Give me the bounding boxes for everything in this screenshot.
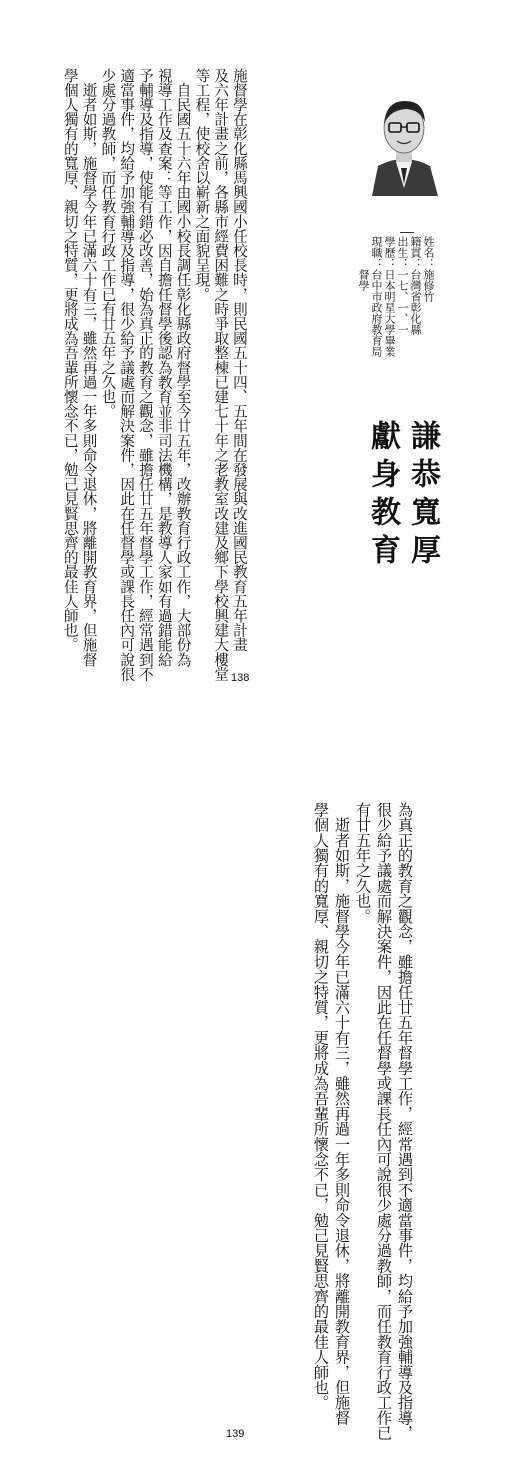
title-line: 獻身教育 xyxy=(365,420,400,572)
body-line: 學個人獨有的寬厚、親切之特質，更將成為吾輩所懷念不已，勉己見賢思齊的最佳人師也。 xyxy=(61,68,79,652)
page-139 xyxy=(0,740,518,1474)
body-line: 視導工作及查案：等工作，因自擔任督學後認為教育並非司法機構，是教導人家如有過錯能給 xyxy=(155,68,173,667)
divider xyxy=(400,232,414,233)
page-number: 138 xyxy=(231,672,250,684)
body-line: 很少給予議處而解決案件，因此在任督學或課長任內可說很少處分過教師，而任教育行政工作已 xyxy=(375,802,393,1441)
portrait-photo-icon xyxy=(368,88,440,196)
body-line: 為真正的教育之觀念，雖擔任廿五年督學工作，經常遇到不適當事件，均給予加強輔導及指導， xyxy=(396,802,414,1441)
profile-line: 姓名：施修竹 xyxy=(422,236,435,302)
body-line: 少處分過教師，而任教育行政工作已有廿五年之久也。 xyxy=(99,68,117,419)
page-number: 139 xyxy=(226,1428,245,1440)
profile-line: 學歷：日本明星大學畢業 xyxy=(383,236,396,357)
body-line: 學個人獨有的寬厚、親切之特質，更將成為吾輩所懷念不已，勉己見賢思齊的最佳人師也。 xyxy=(312,802,330,1410)
body-line: 有廿五年之久也。 xyxy=(354,802,372,924)
profile-info xyxy=(357,236,435,436)
body-line: 施督學在彰化縣馬興國小任校長時，則民國五十四、五年間在發展與改進國民教育五年計畫 xyxy=(230,68,248,652)
body-line: 逝者如斯，施督學今年已滿六十有三，雖然再過一年多則命令退休，將離開教育界，但施督 xyxy=(333,802,351,1426)
body-line: 予輔導及指導，使能有錯必改善，始為真正的教育之觀念，雖擔任廿五年督學工作，經常遇到不 xyxy=(136,68,154,682)
profile-line: 出生：一七、一、一 xyxy=(396,236,409,335)
title-line: 謙恭寬厚 xyxy=(405,420,440,572)
profile-line: 籍貫：台灣省彰化縣 xyxy=(409,236,422,335)
article-title xyxy=(362,420,442,620)
page-138 xyxy=(0,0,518,725)
body-line: 等工程，使校舍以嶄新之面貌呈現。 xyxy=(193,68,211,302)
body-line: 及六年計畫之前，各縣市經費困難之時爭取整棟已建七十年之老教室改建及鄉下學校興建大樓堂 xyxy=(212,68,230,682)
profile-line: 督學 xyxy=(357,236,370,291)
body-line: 適當事件，均給予加強輔導及指導，很少給予議處而解決案件，因此在任督學或課長任內可說很 xyxy=(118,68,136,682)
body-line: 自民國五十六年由國小校長調任彰化縣政府督學至今廿五年，改辦教育行政工作，大部份為 xyxy=(174,68,192,667)
body-line: 逝者如斯，施督學今年已滿六十有三，雖然再過一年多則命令退休，將離開教育界，但施督 xyxy=(80,68,98,667)
article-body-continued xyxy=(310,802,415,1441)
profile-line: 現職：台中市政府教育局 xyxy=(370,236,383,357)
